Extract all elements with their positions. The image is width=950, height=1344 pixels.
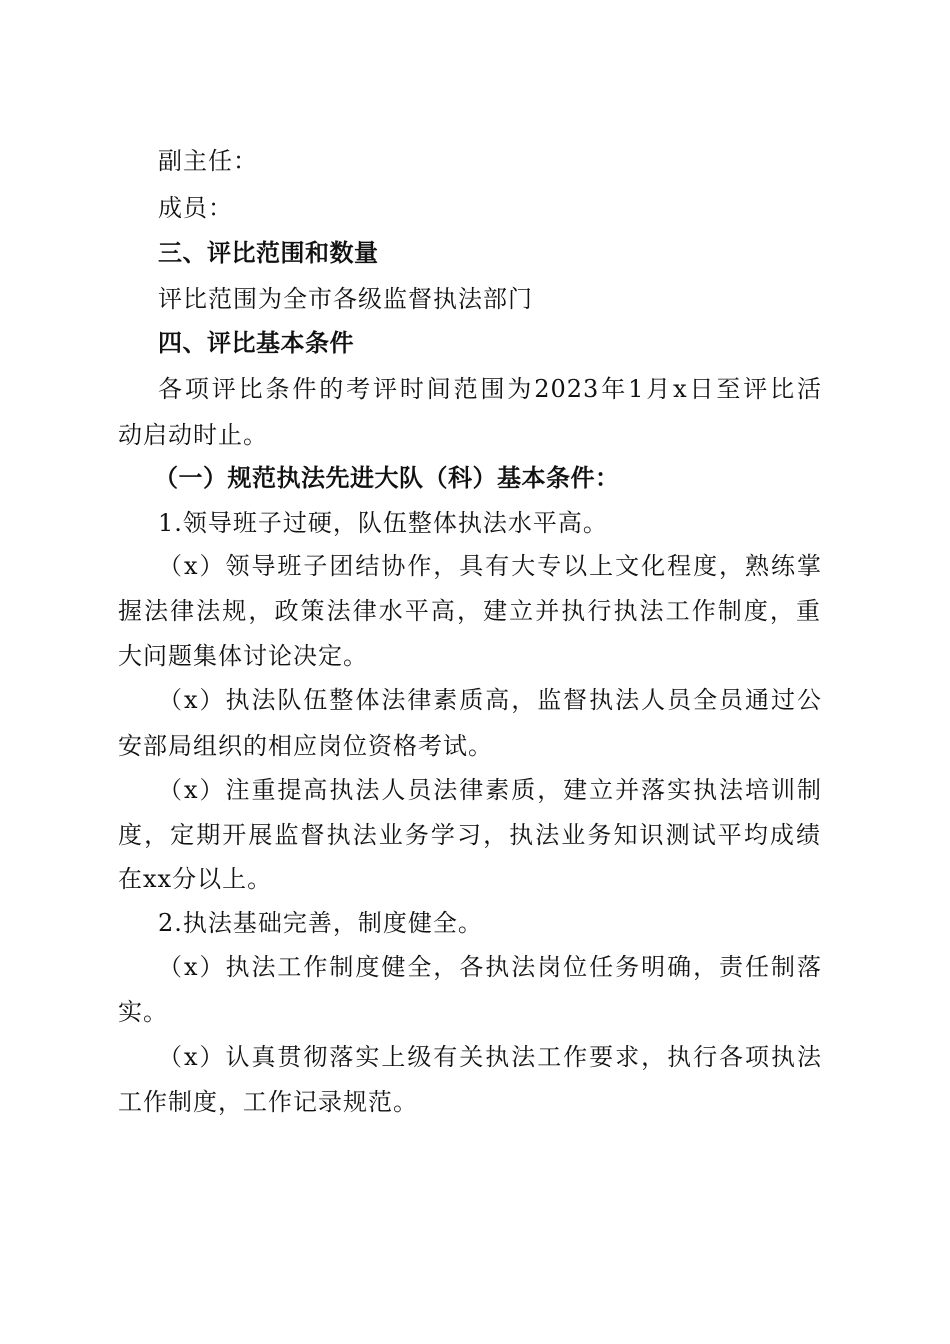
item-one-c-line-3: 在xx分以上。 [118, 865, 273, 893]
item-two-a-line-1: （x）执法工作制度健全，各执法岗位任务明确，责任制落 [158, 953, 822, 981]
time-range-paragraph-line-2: 动启动时止。 [118, 421, 268, 449]
subsection-one-heading: （一）规范执法先进大队（科）基本条件： [154, 464, 620, 492]
item-one-b-line-2: 安部局组织的相应岗位资格考试。 [118, 732, 493, 760]
members-label: 成员： [158, 194, 233, 222]
item-one-a-line-3: 大问题集体讨论决定。 [118, 642, 368, 670]
section-four-heading: 四、评比基本条件 [158, 329, 354, 357]
item-one-c-line-1: （x）注重提高执法人员法律素质，建立并落实执法培训制 [158, 776, 822, 804]
item-one-a-line-1: （x）领导班子团结协作，具有大专以上文化程度，熟练掌 [158, 552, 822, 580]
item-one-b-line-1: （x）执法队伍整体法律素质高，监督执法人员全员通过公 [158, 686, 822, 714]
item-two-b-line-1: （x）认真贯彻落实上级有关执法工作要求，执行各项执法 [158, 1043, 822, 1071]
scope-paragraph: 评比范围为全市各级监督执法部门 [158, 285, 533, 313]
section-three-heading: 三、评比范围和数量 [158, 239, 379, 267]
vice-director-label: 副主任： [158, 147, 258, 175]
item-two-heading: 2.执法基础完善，制度健全。 [158, 909, 483, 937]
item-two-b-line-2: 工作制度，工作记录规范。 [118, 1088, 418, 1116]
item-one-heading: 1.领导班子过硬，队伍整体执法水平高。 [158, 509, 608, 537]
time-range-paragraph-line-1: 各项评比条件的考评时间范围为2023年1月x日至评比活 [158, 375, 822, 403]
item-two-a-line-2: 实。 [118, 998, 168, 1026]
item-one-c-line-2: 度，定期开展监督执法业务学习，执法业务知识测试平均成绩 [118, 821, 821, 849]
item-one-a-line-2: 握法律法规，政策法律水平高，建立并执行执法工作制度，重 [118, 597, 821, 625]
